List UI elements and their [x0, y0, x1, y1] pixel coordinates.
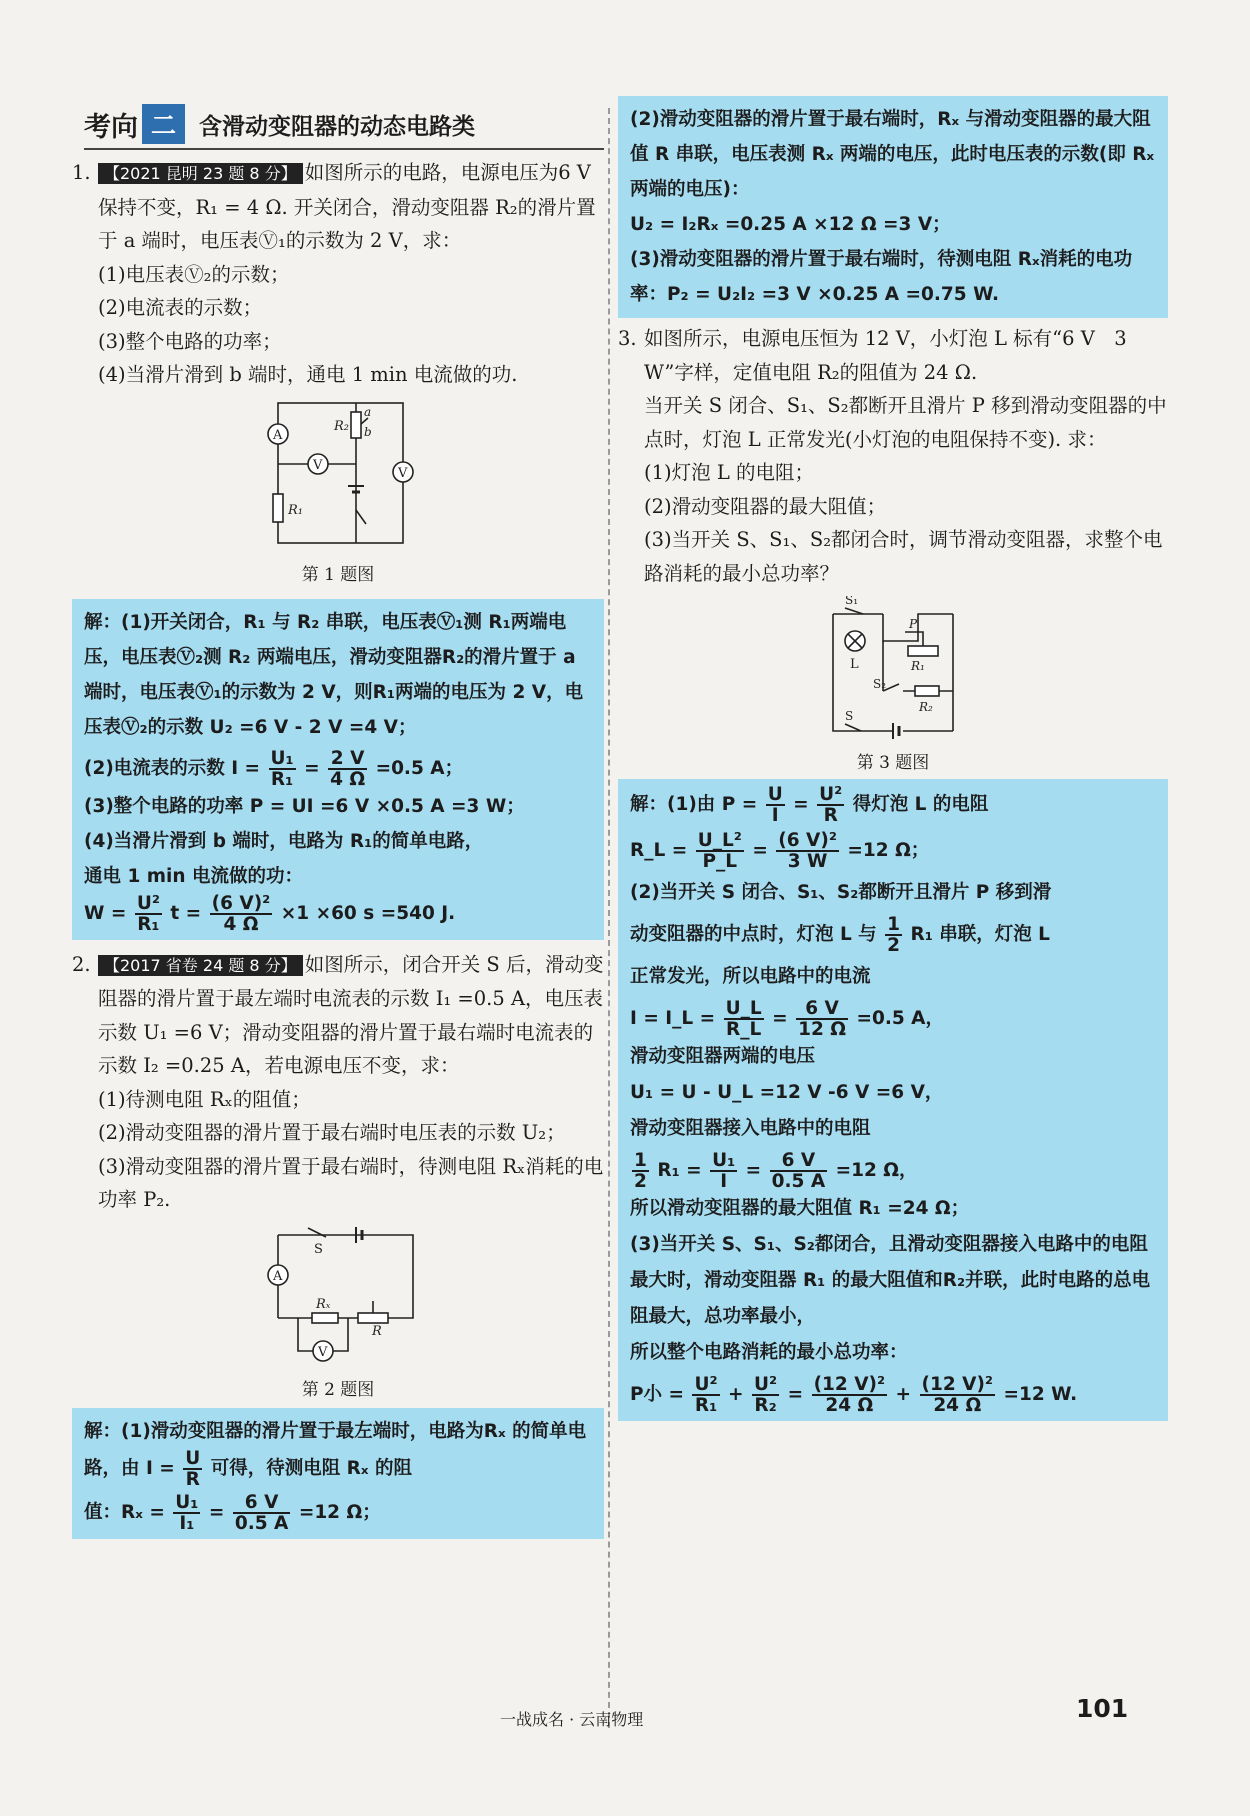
answer-3-line-4 [630, 915, 1156, 955]
question-3-part-2: (2)滑动变阻器的最大阻值； [644, 494, 887, 518]
section-title [84, 100, 604, 150]
fraction-denominator: R₂ [754, 1395, 777, 1416]
fraction-6v-over-12ohm [796, 999, 848, 1039]
fraction-denominator: 0.5 A [234, 1512, 289, 1534]
voltmeter-label: V [318, 1344, 328, 1360]
fraction-ul-over-rl [724, 999, 764, 1039]
answer-1-current-label: (2)电流表的示数 I = [84, 757, 261, 779]
fraction-denominator: I [771, 805, 779, 826]
question-3-part-1: (1)灯泡 L 的电阻； [644, 461, 814, 484]
series-text-cont: R₁ 串联，灯泡 L [910, 924, 1050, 945]
question-1-source-tag: 【2021 昆明 23 题 8 分】 [98, 163, 303, 184]
fraction-u2-over-r2 [752, 1375, 779, 1415]
answer-2-cont-line-3: (3)滑动变阻器的滑片置于最右端时，待测电阻 Rₓ消耗的电功率：P₂ = U₂I₂ =3 V ×0.25 A =0.75 W. [630, 249, 1133, 305]
fraction-6v-over-05a [233, 1493, 291, 1533]
fraction-numerator: U₁ [712, 1150, 736, 1171]
fraction-numerator: U_L [725, 998, 762, 1019]
rheostat-r-symbol [358, 1313, 388, 1323]
ammeter-label: A [273, 1268, 283, 1284]
question-2-source-tag: 【2017 省卷 24 题 8 分】 [98, 955, 303, 976]
r2-label: R₂ [334, 418, 349, 434]
equals-sign: = [745, 1160, 762, 1181]
slider-p-arrow [905, 632, 923, 646]
circuit-diagram-2 [238, 1223, 438, 1373]
rheostat-r2-symbol [351, 412, 361, 438]
fraction-ul2-over-pl [696, 831, 744, 871]
answer-2-intro: 解：(1)滑动变阻器的滑片置于最左端时，电路为Rₓ 的简单电路，由 I = [84, 1420, 587, 1479]
fraction-denominator: R₁ [270, 768, 294, 790]
fraction-u2-over-r1 [135, 894, 162, 934]
s2-label: S₂ [873, 677, 887, 691]
fraction-numerator: 6 V [770, 1151, 828, 1172]
question-3-number: 3. [618, 327, 637, 350]
fraction-denominator: 24 Ω [825, 1395, 874, 1416]
answer-2-line-2 [84, 1493, 592, 1533]
half-r1-result: =12 Ω， [835, 1160, 918, 1181]
circuit-2-wire-top [278, 1235, 413, 1318]
rx-value-result: =12 Ω； [298, 1501, 381, 1523]
fraction-6v-over-05a [770, 1151, 828, 1191]
question-1-part-1: (1)电压表Ⓥ₂的示数； [98, 262, 290, 286]
plus-sign: + [895, 1384, 912, 1405]
fraction-numerator: U [767, 784, 783, 805]
figure-3 [618, 596, 1168, 773]
fraction-u-over-i [766, 785, 785, 825]
fraction-u2-over-r [817, 785, 844, 825]
left-column [72, 100, 604, 1539]
answer-3 [618, 779, 1168, 1421]
fraction-6v-squared-over-3w [776, 831, 839, 871]
fraction-numerator: U [185, 1447, 201, 1469]
fraction-u1-over-i [710, 1151, 737, 1191]
question-2-part-3: (3)滑动变阻器的滑片置于最右端时，待测电阻 Rₓ消耗的电功率 P₂. [98, 1154, 604, 1211]
fraction-denominator: 24 Ω [933, 1395, 982, 1416]
answer-3-line-14 [630, 1375, 1156, 1415]
answer-2-line-1 [84, 1414, 592, 1489]
answer-1-line-2 [84, 749, 592, 789]
fraction-denominator: 0.5 A [771, 1171, 826, 1192]
equals-sign: = [752, 840, 768, 861]
fraction-denominator: I₁ [179, 1512, 195, 1534]
fraction-u-over-r [183, 1449, 202, 1489]
answer-1-line-4: (4)当滑片滑到 b 端时，电路为 R₁的简单电路， [84, 830, 484, 852]
work-result: ×1 ×60 s =540 J. [280, 902, 456, 924]
question-2 [72, 948, 604, 1217]
page-number: 101 [1076, 1694, 1129, 1723]
answer-3-line-11: 所以滑动变阻器的最大阻值 R₁ =24 Ω； [630, 1198, 970, 1219]
question-1-part-2: (2)电流表的示数； [98, 296, 263, 319]
work-label: W = [84, 902, 127, 924]
fraction-numerator: 1 [634, 1150, 647, 1171]
r1-label: R₁ [911, 659, 925, 673]
ammeter-label: A [273, 427, 283, 443]
answer-1-line-1: 解：(1)开关闭合，R₁ 与 R₂ 串联，电压表Ⓥ₁测 R₁两端电压，电压表Ⓥ₂测 R₂ 两端电压，滑动变阻器R₂的滑片置于 a 端时，电压表Ⓥ₁的示数为 2 V，则R₁两端的电压为 2 V，电压表Ⓥ₂的示数 U₂ =6 V - 2 V =4 V； [84, 611, 584, 738]
question-1 [72, 156, 604, 392]
answer-1-line-6 [84, 894, 592, 934]
question-1-part-3: (3)整个电路的功率； [98, 329, 282, 353]
fraction-12v-squared-over-24ohm [812, 1375, 888, 1415]
fraction-denominator: R₁ [137, 913, 160, 935]
right-column [618, 100, 1168, 1421]
question-2-part-2: (2)滑动变阻器的滑片置于最右端时电压表的示数 U₂； [98, 1121, 566, 1144]
footer-book-title: 一战成名 · 云南物理 [500, 1710, 644, 1729]
resistor-r1-symbol [273, 494, 283, 522]
fraction-denominator: R₁ [694, 1395, 718, 1416]
switch-s-label: S [314, 1241, 323, 1257]
resistor-rx-symbol [312, 1313, 338, 1323]
equals-sign: = [787, 1384, 804, 1405]
question-2-part-1: (1)待测电阻 Rₓ的阻值； [98, 1087, 311, 1111]
answer-2-cont-line-2: U₂ = I₂Rₓ =0.25 A ×12 Ω =3 V； [630, 214, 951, 235]
fraction-u2-over-r1 [692, 1375, 719, 1415]
fraction-numerator: U² [136, 892, 160, 914]
fraction-numerator: U² [694, 1374, 718, 1395]
question-3-stem: 如图所示，电源电压恒为 12 V，小灯泡 L 标有“6 V 3 W”字样，定值电阻 R₂的阻值为 24 Ω. [644, 327, 1127, 384]
fraction-denominator: 4 Ω [223, 913, 259, 935]
answer-1-line-5: 通电 1 min 电流做的功： [84, 865, 303, 887]
fraction-12v-squared-over-24ohm [920, 1375, 996, 1415]
rl-result: =12 Ω； [847, 840, 930, 861]
fraction-numerator: (12 V)² [813, 1374, 886, 1395]
answer-2 [72, 1408, 604, 1539]
fraction-denominator: P_L [702, 851, 738, 872]
answer-3-line-2 [630, 831, 1156, 871]
fraction-numerator: (12 V)² [921, 1374, 994, 1395]
answer-3-line-1 [630, 785, 1156, 825]
figure-1-caption: 第 1 题图 [301, 564, 375, 585]
fraction-numerator: 6 V [796, 999, 848, 1020]
column-divider [608, 108, 610, 1728]
fraction-numerator: U² [819, 784, 843, 805]
s1-label: S₁ [845, 596, 859, 607]
r-label: R [372, 1323, 382, 1339]
r1-label: R₁ [288, 502, 303, 518]
question-3-part-3: (3)当开关 S、S₁、S₂都闭合时，调节滑动变阻器，求整个电路消耗的最小总功率？ [644, 528, 1163, 585]
answer-1 [72, 599, 604, 940]
min-power-label: P小 = [630, 1384, 685, 1405]
question-1-stem: 如图所示的电路，电源电压为6 V保持不变，R₁ = 4 Ω. 开关闭合，滑动变阻器 R₂的滑片置于 a 端时，电压表Ⓥ₁的示数为 2 V，求： [98, 161, 596, 252]
section-number: 二 [142, 104, 185, 144]
fraction-u1-over-i1 [173, 1493, 200, 1533]
rx-label: Rₓ [316, 1296, 331, 1312]
answer-2-intro-cont: 可得，待测电阻 Rₓ 的阻 [210, 1457, 412, 1479]
s-label: S [845, 709, 854, 723]
section-heading: 含滑动变阻器的动态电路类 [199, 113, 476, 140]
series-text: 动变阻器的中点时，灯泡 L 与 [630, 924, 877, 945]
switch-blade [356, 510, 366, 524]
fraction-denominator: I [720, 1171, 728, 1192]
fraction-denominator: R [823, 805, 838, 826]
rx-value-label: 值：Rₓ = [84, 1501, 165, 1523]
fraction-denominator: 4 Ω [330, 768, 366, 790]
fraction-numerator: 6 V [233, 1493, 291, 1514]
fraction-denominator: 2 [634, 1171, 647, 1192]
figure-3-caption: 第 3 题图 [856, 753, 930, 773]
answer-1-current-result: =0.5 A； [375, 757, 464, 779]
question-3 [618, 322, 1168, 590]
resistor-r2-symbol [915, 686, 939, 696]
fraction-2v-over-4ohm [328, 749, 367, 789]
fraction-numerator: U² [754, 1374, 778, 1395]
switch-s1-blade [845, 608, 863, 614]
answer-3-line-13: 所以整个电路消耗的最小总功率： [630, 1342, 908, 1363]
r2-label: R₂ [919, 700, 933, 714]
fraction-numerator: (6 V)² [778, 830, 837, 851]
fraction-one-half [885, 915, 902, 955]
fraction-numerator: 1 [887, 914, 900, 935]
equals-sign: = [793, 794, 809, 815]
slider-p-label: P [909, 617, 918, 631]
answer-2-cont-line-1: (2)滑动变阻器的滑片置于最右端时，Rₓ 与滑动变阻器的最大阻值 R 串联，电压表测 Rₓ 两端的电压，此时电压表的示数(即 Rₓ 两端的电压)： [630, 109, 1155, 200]
circuit-diagram-1 [238, 398, 438, 558]
equals-sign: = [772, 1008, 788, 1029]
circuit-diagram-3 [803, 596, 983, 746]
rheostat-r1-symbol [908, 646, 938, 656]
fraction-numerator: 2 V [328, 749, 367, 770]
voltmeter-v1-label: V [398, 465, 408, 481]
power-formula-cont: 得灯泡 L 的电阻 [852, 794, 989, 815]
rl-label: R_L = [630, 840, 688, 861]
question-2-stem: 如图所示，闭合开关 S 后，滑动变阻器的滑片置于最左端时电流表的示数 I₁ =0.5 A，电压表示数 U₁ =6 V；滑动变阻器的滑片置于最右端时电流表的示数 I₂ =0.25 A，若电源电压不变，求： [98, 952, 604, 1077]
question-3-stem-2: 当开关 S 闭合、S₁、S₂都断开且滑片 P 移到滑动变阻器的中点时，灯泡 L 正常发光(小灯泡的电阻保持不变). 求： [644, 394, 1167, 451]
answer-3-line-6 [630, 999, 1156, 1039]
equals-sign: = [304, 757, 320, 779]
fraction-one-half [632, 1151, 649, 1191]
plus-sign: + [728, 1384, 744, 1405]
question-1-part-4: (4)当滑片滑到 b 端时，通电 1 min 电流做的功. [98, 363, 518, 386]
answer-2-continued [618, 96, 1168, 318]
half-r1-label: R₁ = [657, 1160, 702, 1181]
answer-3-line-3: (2)当开关 S 闭合、S₁、S₂都断开且滑片 P 移到滑 [630, 882, 1052, 903]
fraction-denominator: 12 Ω [798, 1019, 846, 1040]
figure-2 [72, 1223, 604, 1400]
question-2-number: 2. [72, 952, 91, 976]
answer-3-line-5: 正常发光，所以电路中的电流 [630, 966, 871, 987]
question-1-number: 1. [72, 161, 91, 184]
fraction-denominator: R [185, 1468, 200, 1490]
fraction-6v-squared-over-4ohm [210, 894, 273, 934]
circuit-3-wire-left [833, 614, 893, 731]
current-result: =0.5 A， [856, 1008, 944, 1029]
time-factor: t = [170, 902, 202, 924]
fraction-denominator: 2 [887, 935, 900, 956]
lamp-l-label: L [850, 657, 859, 672]
fraction-numerator: U₁ [175, 1491, 199, 1513]
equals-sign: = [208, 1501, 225, 1523]
figure-1 [72, 398, 604, 585]
answer-3-line-7: 滑动变阻器两端的电压 [630, 1046, 816, 1067]
terminal-b-label: b [364, 424, 372, 439]
answer-3-line-9: 滑动变阻器接入电路中的电阻 [630, 1118, 871, 1139]
fraction-denominator: R_L [725, 1019, 762, 1040]
switch-s-blade [845, 724, 861, 731]
circuit-3-wire-lamp [883, 614, 953, 641]
section-prefix: 考向 [84, 111, 138, 143]
fraction-numerator: U₁ [270, 747, 294, 769]
terminal-a-label: a [364, 404, 372, 419]
answer-1-line-3: (3)整个电路的功率 P = UI =6 V ×0.5 A =3 W； [84, 795, 525, 817]
fraction-numerator: (6 V)² [211, 892, 271, 914]
answer-3-line-12: (3)当开关 S、S₁、S₂都闭合，且滑动变阻器接入电路中的电阻最大时，滑动变阻器 R₁ 的最大阻值和R₂并联，此时电路的总电阻最大，总功率最小， [630, 1234, 1151, 1327]
current-label: I = I_L = [630, 1008, 716, 1029]
voltmeter-v2-label: V [313, 457, 323, 473]
fraction-denominator: 3 W [787, 851, 828, 872]
answer-3-line-10 [630, 1151, 1156, 1191]
answer-3-line-8: U₁ = U - U_L =12 V -6 V =6 V， [630, 1082, 944, 1103]
min-power-result: =12 W. [1003, 1384, 1078, 1405]
figure-2-caption: 第 2 题图 [301, 1379, 375, 1400]
power-formula-label: 解：(1)由 P = [630, 794, 758, 815]
fraction-numerator: U_L² [697, 830, 742, 851]
fraction-u1-over-r1 [269, 749, 296, 789]
